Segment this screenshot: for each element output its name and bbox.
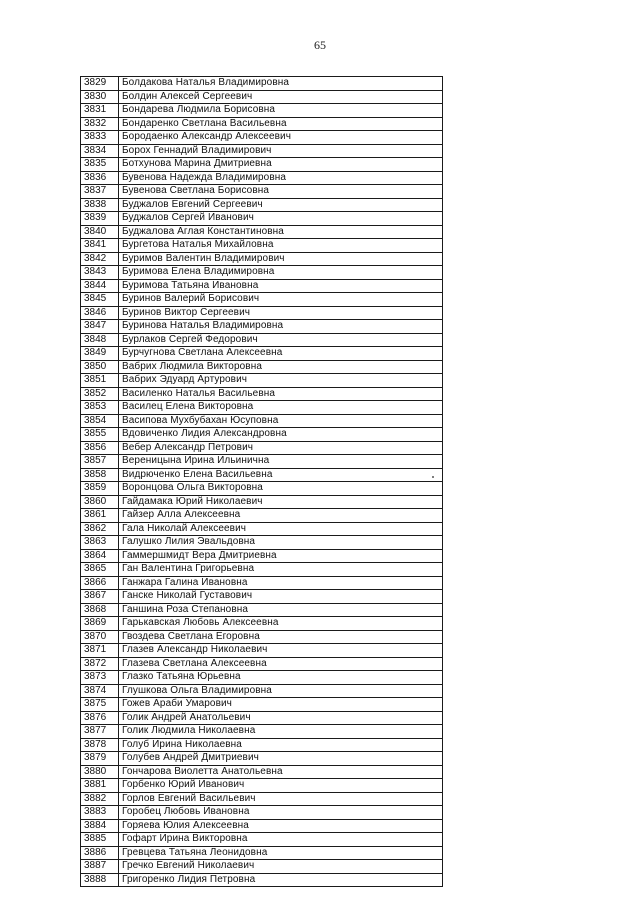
table-row <box>81 806 443 820</box>
row-number: 3878 <box>81 738 119 752</box>
row-number: 3888 <box>81 873 119 887</box>
table-row <box>81 333 443 347</box>
person-name: Гарькавская Любовь Алексеевна <box>119 617 443 631</box>
table-row <box>81 657 443 671</box>
table-row <box>81 873 443 887</box>
person-name: Глазев Александр Николаевич <box>119 644 443 658</box>
page-number: 65 <box>314 38 326 52</box>
row-number: 3872 <box>81 657 119 671</box>
table-row <box>81 266 443 280</box>
row-number: 3832 <box>81 117 119 131</box>
row-number: 3858 <box>81 468 119 482</box>
table-row <box>81 482 443 496</box>
person-name: Гофарт Ирина Викторовна <box>119 833 443 847</box>
table-row <box>81 293 443 307</box>
row-number: 3838 <box>81 198 119 212</box>
person-name: Вабрих Людмила Викторовна <box>119 360 443 374</box>
table-row <box>81 711 443 725</box>
table-row <box>81 131 443 145</box>
person-name: Буджалова Аглая Константиновна <box>119 225 443 239</box>
row-number: 3855 <box>81 428 119 442</box>
table-row <box>81 644 443 658</box>
person-name: Горлов Евгений Васильевич <box>119 792 443 806</box>
table-row <box>81 212 443 226</box>
table-row <box>81 752 443 766</box>
person-name: Болдакова Наталья Владимировна <box>119 77 443 91</box>
table-row <box>81 725 443 739</box>
person-name: Голуб Ирина Николаевна <box>119 738 443 752</box>
table-row <box>81 819 443 833</box>
person-name: Горобец Любовь Ивановна <box>119 806 443 820</box>
table-row <box>81 833 443 847</box>
row-number: 3860 <box>81 495 119 509</box>
table-row <box>81 144 443 158</box>
table-row <box>81 158 443 172</box>
person-name: Бородаенко Александр Алексеевич <box>119 131 443 145</box>
person-name: Гвоздева Светлана Егоровна <box>119 630 443 644</box>
table-row <box>81 279 443 293</box>
row-number: 3880 <box>81 765 119 779</box>
person-name: Бурлаков Сергей Федорович <box>119 333 443 347</box>
person-name: Голик Андрей Анатольевич <box>119 711 443 725</box>
person-name: Горяева Юлия Алексеевна <box>119 819 443 833</box>
person-name: Вдовиченко Лидия Александровна <box>119 428 443 442</box>
person-name: Глазко Татьяна Юрьевна <box>119 671 443 685</box>
row-number: 3849 <box>81 347 119 361</box>
table-row <box>81 495 443 509</box>
table-row <box>81 441 443 455</box>
row-number: 3865 <box>81 563 119 577</box>
table-row <box>81 630 443 644</box>
row-number: 3868 <box>81 603 119 617</box>
person-name: Бургетова Наталья Михайловна <box>119 239 443 253</box>
person-name: Буринова Наталья Владимировна <box>119 320 443 334</box>
row-number: 3854 <box>81 414 119 428</box>
table-row <box>81 387 443 401</box>
row-number: 3867 <box>81 590 119 604</box>
person-name: Ганске Николай Густавович <box>119 590 443 604</box>
person-name: Григоренко Лидия Петровна <box>119 873 443 887</box>
person-name: Голубев Андрей Дмитриевич <box>119 752 443 766</box>
person-name: Буримова Елена Владимировна <box>119 266 443 280</box>
row-number: 3882 <box>81 792 119 806</box>
row-number: 3830 <box>81 90 119 104</box>
row-number: 3876 <box>81 711 119 725</box>
row-number: 3885 <box>81 833 119 847</box>
person-name: Василец Елена Викторовна <box>119 401 443 415</box>
person-name: Гаммершмидт Вера Дмитриевна <box>119 549 443 563</box>
table-row <box>81 320 443 334</box>
register-body <box>81 77 443 887</box>
table-row <box>81 239 443 253</box>
person-name: Гожев Араби Умарович <box>119 698 443 712</box>
table-row <box>81 860 443 874</box>
scan-speck <box>432 476 434 478</box>
row-number: 3864 <box>81 549 119 563</box>
row-number: 3859 <box>81 482 119 496</box>
table-row <box>81 792 443 806</box>
row-number: 3887 <box>81 860 119 874</box>
table-row <box>81 252 443 266</box>
row-number: 3847 <box>81 320 119 334</box>
table-row <box>81 225 443 239</box>
person-name: Глазева Светлана Алексеевна <box>119 657 443 671</box>
table-row <box>81 536 443 550</box>
table-row <box>81 401 443 415</box>
person-name: Борох Геннадий Владимирович <box>119 144 443 158</box>
row-number: 3834 <box>81 144 119 158</box>
person-name: Вебер Александр Петрович <box>119 441 443 455</box>
row-number: 3840 <box>81 225 119 239</box>
table-row <box>81 738 443 752</box>
table-row <box>81 374 443 388</box>
row-number: 3845 <box>81 293 119 307</box>
table-row <box>81 765 443 779</box>
table-row <box>81 428 443 442</box>
row-number: 3848 <box>81 333 119 347</box>
row-number: 3833 <box>81 131 119 145</box>
row-number: 3857 <box>81 455 119 469</box>
row-number: 3831 <box>81 104 119 118</box>
row-number: 3851 <box>81 374 119 388</box>
person-name: Гончарова Виолетта Анатольевна <box>119 765 443 779</box>
person-name: Гайдамака Юрий Николаевич <box>119 495 443 509</box>
person-name: Бондаренко Светлана Васильевна <box>119 117 443 131</box>
table-row <box>81 198 443 212</box>
person-name: Горбенко Юрий Иванович <box>119 779 443 793</box>
row-number: 3881 <box>81 779 119 793</box>
person-name: Ганшина Роза Степановна <box>119 603 443 617</box>
person-name: Голик Людмила Николаевна <box>119 725 443 739</box>
person-name: Бондарева Людмила Борисовна <box>119 104 443 118</box>
person-name: Гайзер Алла Алексеевна <box>119 509 443 523</box>
row-number: 3829 <box>81 77 119 91</box>
person-name: Бурчугнова Светлана Алексеевна <box>119 347 443 361</box>
table-row <box>81 779 443 793</box>
table-row <box>81 617 443 631</box>
table-row <box>81 104 443 118</box>
row-number: 3853 <box>81 401 119 415</box>
row-number: 3870 <box>81 630 119 644</box>
person-name: Буджалов Сергей Иванович <box>119 212 443 226</box>
person-name: Бувенова Надежда Владимировна <box>119 171 443 185</box>
row-number: 3842 <box>81 252 119 266</box>
table-row <box>81 671 443 685</box>
row-number: 3837 <box>81 185 119 199</box>
row-number: 3839 <box>81 212 119 226</box>
row-number: 3846 <box>81 306 119 320</box>
person-name: Бувенова Светлана Борисовна <box>119 185 443 199</box>
person-name: Буримов Валентин Владимирович <box>119 252 443 266</box>
person-name: Буринов Валерий Борисович <box>119 293 443 307</box>
table-row <box>81 698 443 712</box>
table-row <box>81 77 443 91</box>
person-name: Василенко Наталья Васильевна <box>119 387 443 401</box>
row-number: 3883 <box>81 806 119 820</box>
table-row <box>81 684 443 698</box>
person-name: Васипова Мухбубахан Юсуповна <box>119 414 443 428</box>
table-row <box>81 603 443 617</box>
row-number: 3856 <box>81 441 119 455</box>
table-row <box>81 509 443 523</box>
row-number: 3886 <box>81 846 119 860</box>
table-row <box>81 117 443 131</box>
table-row <box>81 549 443 563</box>
table-row <box>81 563 443 577</box>
table-row <box>81 171 443 185</box>
table-row <box>81 846 443 860</box>
row-number: 3836 <box>81 171 119 185</box>
row-number: 3866 <box>81 576 119 590</box>
row-number: 3841 <box>81 239 119 253</box>
row-number: 3862 <box>81 522 119 536</box>
table-row <box>81 90 443 104</box>
person-name: Гревцева Татьяна Леонидовна <box>119 846 443 860</box>
table-row <box>81 347 443 361</box>
table-row <box>81 360 443 374</box>
person-name: Вереницына Ирина Ильинична <box>119 455 443 469</box>
person-name: Ганжара Галина Ивановна <box>119 576 443 590</box>
person-name: Гречко Евгений Николаевич <box>119 860 443 874</box>
person-name: Вабрих Эдуард Артурович <box>119 374 443 388</box>
table-row <box>81 455 443 469</box>
person-name: Болдин Алексей Сергеевич <box>119 90 443 104</box>
person-name: Ган Валентина Григорьевна <box>119 563 443 577</box>
row-number: 3873 <box>81 671 119 685</box>
row-number: 3861 <box>81 509 119 523</box>
person-name: Гала Николай Алексеевич <box>119 522 443 536</box>
table-row <box>81 590 443 604</box>
person-name: Ботхунова Марина Дмитриевна <box>119 158 443 172</box>
register-table <box>80 76 443 887</box>
row-number: 3884 <box>81 819 119 833</box>
row-number: 3869 <box>81 617 119 631</box>
row-number: 3844 <box>81 279 119 293</box>
table-row <box>81 414 443 428</box>
person-name: Видрюченко Елена Васильевна <box>119 468 443 482</box>
person-name: Глушкова Ольга Владимировна <box>119 684 443 698</box>
row-number: 3852 <box>81 387 119 401</box>
row-number: 3875 <box>81 698 119 712</box>
row-number: 3843 <box>81 266 119 280</box>
table-row <box>81 306 443 320</box>
table-row <box>81 468 443 482</box>
person-name: Галушко Лилия Эвальдовна <box>119 536 443 550</box>
row-number: 3874 <box>81 684 119 698</box>
table-row <box>81 185 443 199</box>
table-row <box>81 522 443 536</box>
row-number: 3879 <box>81 752 119 766</box>
person-name: Буримова Татьяна Ивановна <box>119 279 443 293</box>
person-name: Буджалов Евгений Сергеевич <box>119 198 443 212</box>
row-number: 3877 <box>81 725 119 739</box>
row-number: 3835 <box>81 158 119 172</box>
row-number: 3850 <box>81 360 119 374</box>
person-name: Воронцова Ольга Викторовна <box>119 482 443 496</box>
table-row <box>81 576 443 590</box>
row-number: 3863 <box>81 536 119 550</box>
row-number: 3871 <box>81 644 119 658</box>
person-name: Буринов Виктор Сергеевич <box>119 306 443 320</box>
